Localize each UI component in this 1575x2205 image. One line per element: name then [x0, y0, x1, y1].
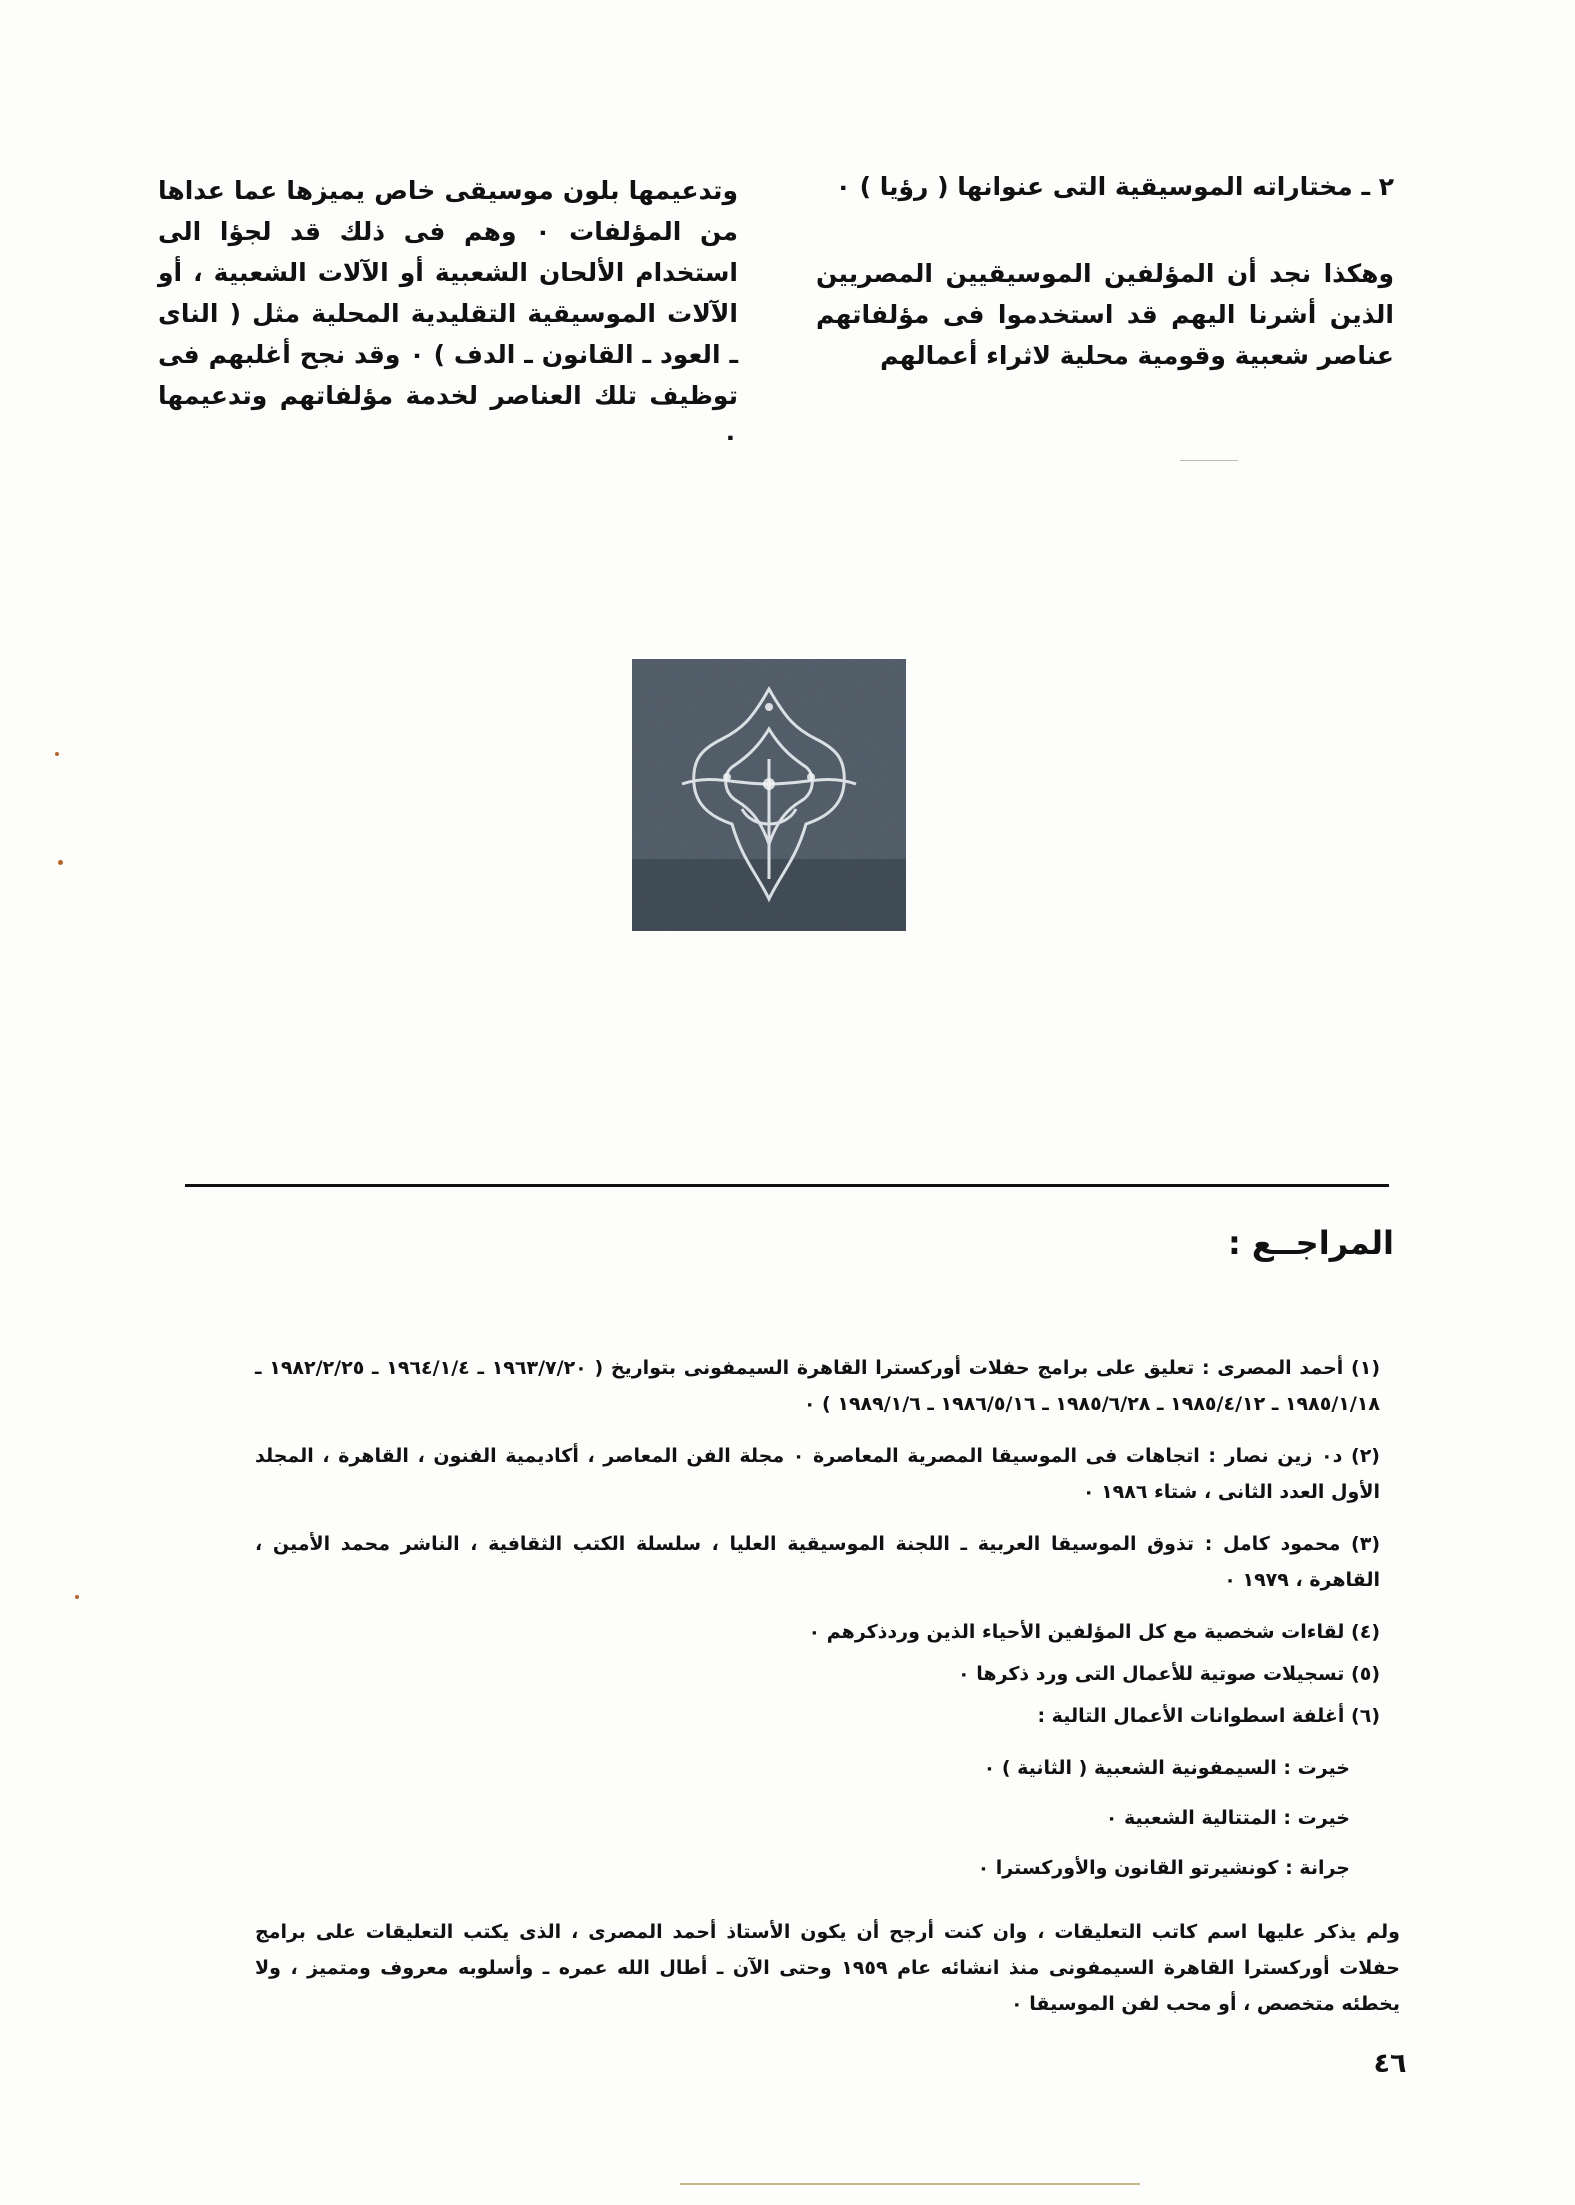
reference-item: (٦) أغلفة اسطوانات الأعمال التالية :: [1037, 1705, 1380, 1727]
scan-speck: [58, 860, 63, 865]
references-list: [255, 1350, 1380, 1900]
divider: [1180, 460, 1238, 461]
reference-item: (٥) تسجيلات صوتية للأعمال التى ورد ذكرها ٠: [958, 1663, 1380, 1685]
scan-edge-line: [680, 2183, 1140, 2185]
reference-item: (١) أحمد المصرى : تعليق على برامج حفلات أوركسترا القاهرة السيمفونى بتواريخ ( ١٩٦٣/٧/٢٠ ـ ١٩٦٤/١/٤ ـ ١٩٨٢/٢/٢٥ ـ ١٩٨٥/١/١٨ ـ ١٩٨٥/٤/١٢ ـ ١٩٨٥/٦/٢٨ ـ ١٩٨٦/٥/١٦ ـ ١٩٨٩/١/٦ ) ٠: [255, 1357, 1380, 1415]
paragraph: وتدعيمها بلون موسيقى خاص يميزها عما عداها من المؤلفات ٠ وهم فى ذلك قد لجؤا الى استخدام الألحان الشعبية أو الآلات الشعبية ، أو الآلات الموسيقية التقليدية المحلية مثل ( الناى ـ العود ـ القانون ـ الدف ) ٠ وقد نجح أغلبهم فى توظيف تلك العناصر لخدمة مؤلفاتهم وتدعيمها ٠: [158, 176, 738, 451]
section-divider: [185, 1184, 1389, 1187]
text-column-left: [158, 170, 738, 457]
page-number: ٤٦: [1373, 2048, 1407, 2079]
work-item: جرانة : كونشيرتو القانون والأوركسترا ٠: [977, 1857, 1350, 1879]
work-item: خيرت : المتتالية الشعبية ٠: [1105, 1807, 1350, 1829]
ornament-image: [632, 659, 906, 931]
footnote-paragraph: ولم يذكر عليها اسم كاتب التعليقات ، وان كنت أرجح أن يكون الأستاذ أحمد المصرى ، الذى يكتب التعليقات على برامج حفلات أوركسترا القاهرة السيمفونى منذ انشائه عام ١٩٥٩ وحتى الآن ـ أطال الله عمره ـ وأسلوبه معروف ومتميز ، ولا يخطئه متخصص ، أو محب لفن الموسيقا ٠: [255, 1921, 1400, 2015]
paragraph: وهكذا نجد أن المؤلفين الموسيقيين المصريين الذين أشرنا اليهم قد استخدموا فى مؤلفاتهم عناصر شعبية وقومية محلية لاثراء أعمالهم: [816, 259, 1394, 370]
scan-speck: [75, 1595, 79, 1599]
scan-speck: [55, 752, 59, 756]
work-item: خيرت : السيمفونية الشعبية ( الثانية ) ٠: [983, 1757, 1350, 1779]
references-title: المراجــع :: [1227, 1224, 1394, 1262]
reference-item: (٣) محمود كامل : تذوق الموسيقا العربية ـ اللجنة الموسيقية العليا ، سلسلة الكتب الثقافية ، الناشر محمد الأمين ، القاهرة ، ١٩٧٩ ٠: [255, 1533, 1380, 1591]
text-column-right: [816, 166, 1394, 376]
paragraph: ٢ ـ مختاراته الموسيقية التى عنوانها ( رؤيا ) ٠: [835, 172, 1394, 201]
reference-item: (٢) د٠ زين نصار : اتجاهات فى الموسيقا المصرية المعاصرة ٠ مجلة الفن المعاصر ، أكاديمية الفنون ، القاهرة ، المجلد الأول العدد الثانى ، شتاء ١٩٨٦ ٠: [255, 1445, 1380, 1503]
works-list: [255, 1750, 1350, 1886]
reference-item: (٤) لقاءات شخصية مع كل المؤلفين الأحياء الذين وردذكرهم ٠: [808, 1621, 1380, 1643]
